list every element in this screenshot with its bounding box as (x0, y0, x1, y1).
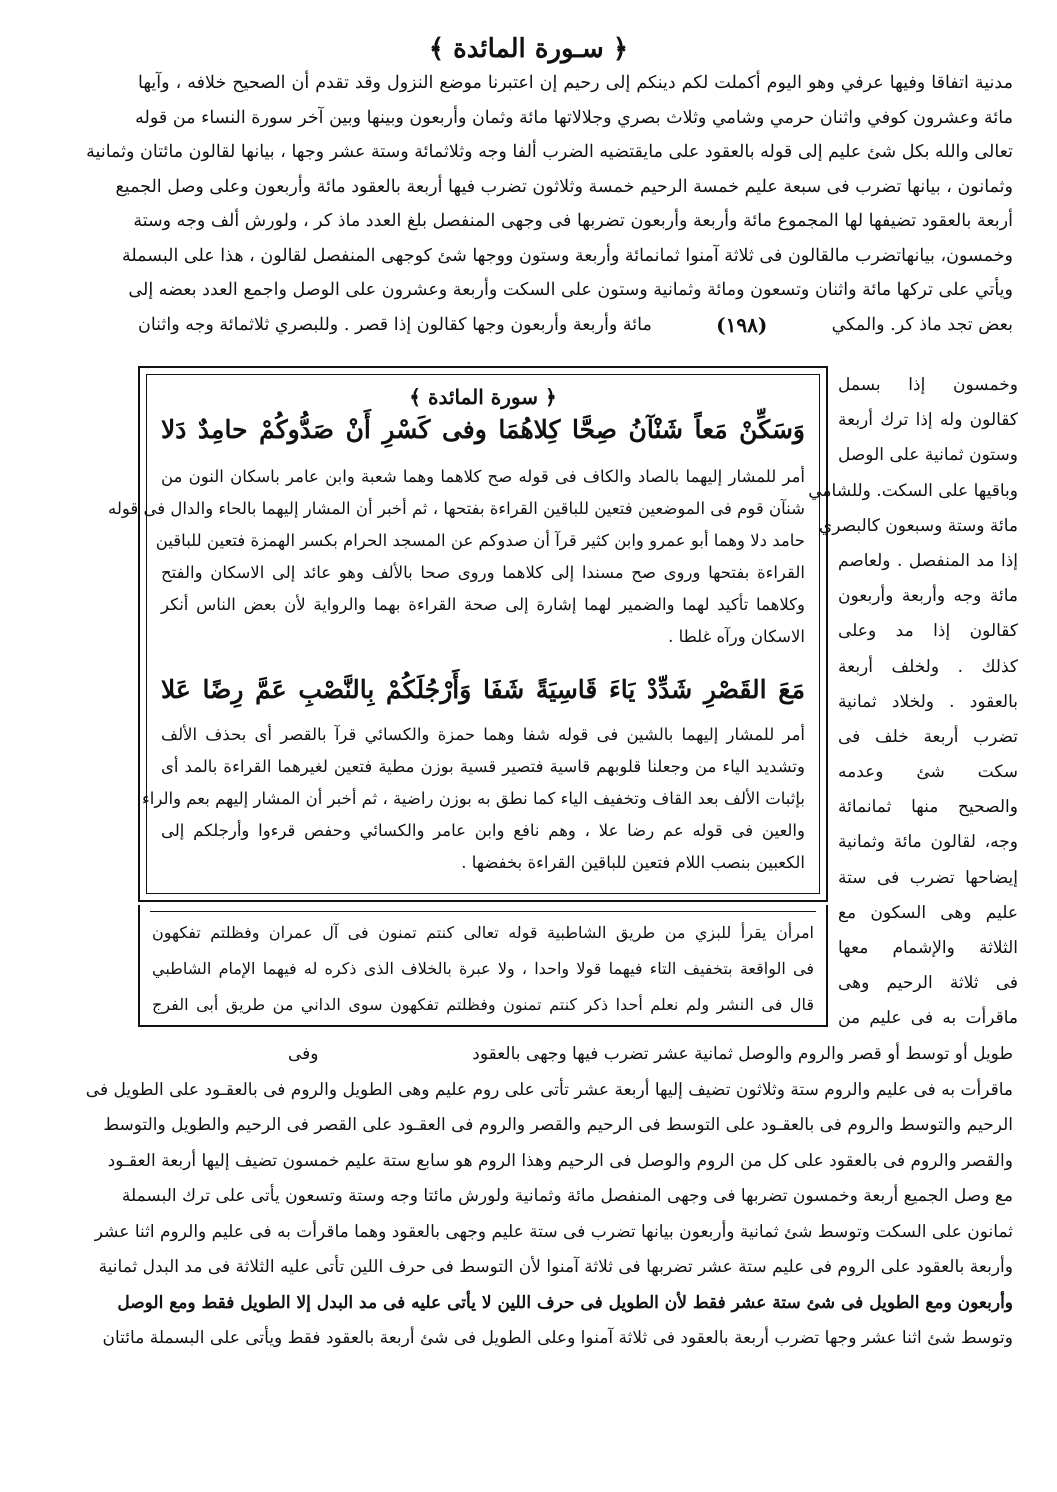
text-line: حامد دلا وهما أبو عمرو وابن كثير قرآ أن صدوكم عن المسجد الحرام بكسر الهمزة فتعين للباقين (155, 531, 805, 550)
text-line: مدنية اتفاقا وفيها عرفي وهو اليوم أكملت لكم دينكم إلى رحيم إن اعتبرنا موضع النزول وقد تقدم أن الصحيح خلافه ، وآيها (138, 73, 1013, 93)
top-commentary (86, 66, 1013, 342)
text-line: كقالون إذا مد وعلى (838, 621, 1018, 642)
text-line: فى الواقعة بتخفيف التاء فيهما قولا واحدا ، ولا عبرة بالخلاف الذى ذكره له فيهما الإمام الشاطبي (152, 959, 814, 978)
side-column (808, 368, 1018, 1037)
verse-line-2: مَعَ القَصْرِ شَدِّدْ يَاءَ قَاسِيَةً شَفَا وَأَرْجُلَكُمْ بِالنَّصْبِ عَمَّ رِضًا عَلا (161, 675, 805, 704)
page-number: (١٩٨) (716, 312, 768, 337)
text-line: وأربعون ومع الطويل فى شئ ستة عشر فقط لأن الطويل فى حرف اللين لا يأتى عليه فى مد البدل إلا الطويل فقط ومع الوصل (117, 1292, 1013, 1313)
text-line: شنآن قوم فى الموضعين فتعين للباقين القراءة بفتحها ، ثم أخبر أن المشار إليهما بالحاء والدال فى قوله (107, 499, 805, 518)
text-line: مائة وستة وسبعون كالبصري (818, 515, 1018, 536)
text-line: الرحيم والتوسط والروم فى بالعقـود على التوسط فى الرحيم والقصر والروم فى العقـود على القصر فى الرحيم والطويل والتوسط (103, 1115, 1013, 1135)
footnote-box (138, 905, 828, 1027)
text-segment: طويل أو توسط أو قصر والروم والوصل ثمانية عشر تضرب فيها وجهى بالعقود (472, 1044, 1013, 1064)
text-line: امرأن يقرأ للبزي من طريق الشاطبية قوله تعالى كنتم تمنون فى آل عمران وفظلتم تفكهون (152, 923, 814, 942)
text-line: وباقيها على السكت. وللشامي (808, 480, 1018, 501)
text-line-split (138, 1037, 1013, 1073)
text-line: وخمسون، بيانهاتضرب مالقالون فى ثلاثة آمنوا ثمانمائة وأربعة وستون ووجها شئ كوجهى المنفصل لقالون ، هذا على البسملة (121, 245, 1013, 266)
text-line: كقالون وله إذا ترك أربعة (838, 410, 1018, 431)
text-segment: بعض تجد ماذ كر. والمكي (831, 314, 1013, 335)
bottom-commentary (85, 1037, 1013, 1357)
text-line: كذلك . ولخلف أربعة (838, 656, 1018, 677)
text-line: والقصر والروم فى بالعقود على كل من الروم والوصل فى الرحيم وهذا الروم هو سابع ستة عليم خمسون تضيف إليها أربعة العقـود (107, 1150, 1013, 1171)
text-line: قال فى النشر ولم نعلم أحدا ذكر كنتم تمنون وفظلتم تفكهون سوى الداني من طريق أبى الفرج (152, 995, 814, 1014)
box-title: ﴿ سورة المائدة ﴾ (409, 385, 557, 409)
footnote-rule (150, 911, 816, 912)
text-line: سكت شئ وعدمه (838, 762, 1018, 783)
text-line: أربعة بالعقود تضيفها لها المجموع مائة وأربعة وأربعون تضربها فى وجهى المنفصل بلغ العدد ماذ كر ، ولورش ألف وجه وستة (133, 211, 1013, 231)
text-line: وأربعة بالعقود على الروم فى عليم ستة عشر تضربها فى ثلاثة آمنوا لأن التوسط فى حرف اللين تأتى عليه الثلاثة فى مد البدل ثمانية (98, 1257, 1013, 1277)
verse-1-commentary (107, 461, 805, 653)
text-line: ويأتي على تركها مائة واثنان وتسعون ومائة وثمانية وستون على السكت وأربعة وعشرون على الوصل واجمع العدد بعضه إلى (128, 280, 1013, 300)
text-segment: وفى (288, 1044, 319, 1064)
text-line: فى ثلاثة الرحيم وهى (838, 973, 1018, 994)
text-line: والصحيح منها ثمانمائة (838, 797, 1018, 818)
text-line: تضرب أربعة خلف فى (838, 726, 1018, 747)
text-line: والعين فى قوله عم رضا علا ، وهم نافع وابن عامر والكسائي وحفص قرءوا وأرجلكم إلى (161, 821, 805, 840)
text-line: ثمانون على السكت وتوسط شئ ثمانية وأربعون بيانها تضرب فى ستة عليم وجهى بالعقود وهما ماقرأت به فى عليم والروم اثنا عشر (94, 1221, 1013, 1242)
text-line: مائة وعشرون كوفي واثنان حرمي وشامي وثلاث بصري وجلالاتها مائة وثمان وأربعون وبينها وبين آخر سورة النساء من قوله (135, 107, 1013, 128)
text-segment: مائة وأربعة وأربعون وجها كقالون إذا قصر . وللبصري ثلاثمائة وجه واثنان (138, 314, 652, 335)
text-line: ماقرأت به فى عليم من (838, 1008, 1018, 1029)
text-line: مائة وجه وأربعة وأربعون (838, 586, 1018, 607)
text-line: وكلاهما تأكيد لهما والضمير لهما إشارة إلى صحة القراءة بهما والرواية لأن بعض الناس أنكر (161, 595, 805, 614)
text-line: بإثبات الألف بعد القاف وتخفيف الياء كما نطق به بوزن راضية ، ثم أخبر أن المشار إليهم بعم والراء (142, 789, 805, 808)
text-line: تعالى والله بكل شئ عليم إلى قوله بالعقود على مايقتضيه الضرب ألفا وجه وثلاثمائة وستة عشر وجها ، بيانها لقالون مائتان وثمانية (86, 142, 1013, 162)
text-line: وثمانون ، بيانها تضرب فى سبعة علیم خمسة الرحيم خمسة وثلاثون تضرب فيها أربعة بالعقود مائة وأربعون وعلى وصل الجميع (115, 176, 1013, 197)
text-line: وجه، لقالون مائة وثمانية (838, 832, 1018, 853)
text-line: أمر للمشار إليهما بالشين فى قوله شفا وهما حمزة والكسائي قرآ بالقصر أى بحذف الألف (161, 725, 805, 744)
text-line: وستون ثمانية على الوصل (838, 445, 1018, 466)
text-line: عليم وهى السكون مع (838, 902, 1018, 923)
surah-header: ﴿ سـورة المائدة ﴾ (428, 34, 629, 64)
text-line: الاسكان ورآه غلطا . (668, 627, 805, 646)
text-line: القراءة بفتحها وروى صح مسندا إلى كلاهما وروى صحا بالألف وهو عائد إلى الاسكان والفتح (161, 563, 805, 582)
text-line: وتشديد الياء من وجعلنا قلوبهم قاسية فتصير قسية بوزن مطية فتعين لغيرهما القراءة بالمد أى (161, 757, 805, 776)
text-line: إيضاحها تضرب فى ستة (838, 867, 1018, 888)
text-line: مع وصل الجميع أربعة وخمسون تضربها فى وجهى المنفصل مائة وثمانية ولورش مائتا وجه وستة وتسعون يأتى على ترك البسملة (121, 1186, 1013, 1206)
text-line: الثلاثة والإشمام معها (838, 938, 1018, 958)
footnote (152, 915, 814, 1023)
text-line: الكعبين بنصب اللام فتعين للباقين القراءة بخفضها . (461, 853, 805, 872)
verse-line-1: وَسَكِّنْ مَعاً شَنْآنُ صِحَّا كِلاهُمَا وفى كَسْرِ أَنْ صَدُّوكُمْ حامِدٌ دَلا (161, 415, 805, 444)
text-line: أمر للمشار إليهما بالصاد والكاف فى قوله صح كلاهما وهما شعبة وابن عامر باسكان النون من (161, 467, 805, 486)
poem-box (107, 366, 828, 902)
text-line: وتوسط شئ اثنا عشر وجها تضرب أربعة بالعقود فى ثلاثة آمنوا وعلى الطويل فى شئ أربعة بالعقود فقط ويأتى على البسملة مائتان (102, 1328, 1013, 1348)
text-line: ماقرأت به فى عليم والروم ستة وثلاثون تضيف إليها أربعة عشر تأتى على روم عليم وهى الطويل والروم فى بالعقـود على الطويل فى (85, 1079, 1013, 1100)
text-line: وخمسون إذا بسمل (838, 375, 1018, 395)
text-line-with-page-number (138, 308, 1013, 343)
text-line: بالعقود . ولخلاد ثمانية (838, 691, 1018, 712)
poem-box-inner-frame (107, 374, 820, 894)
verse-2-commentary (142, 719, 805, 879)
text-line: إذا مد المنفصل . ولعاصم (838, 550, 1018, 571)
